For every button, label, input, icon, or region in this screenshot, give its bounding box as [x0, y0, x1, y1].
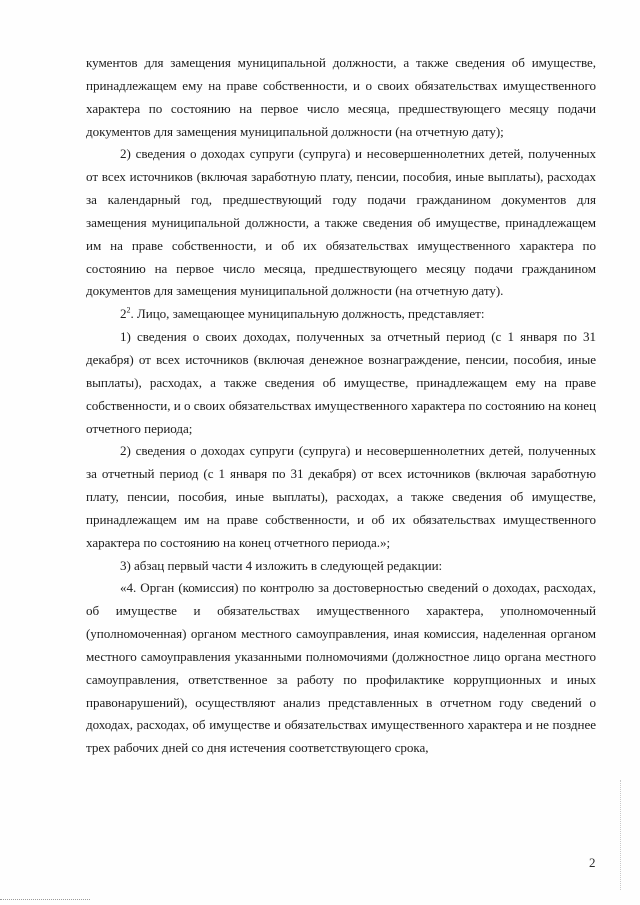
section-number: 2	[120, 306, 127, 322]
paragraph-own-income-item-1: 1) сведения о своих доходах, полученных за отчетный период (с 1 января по 31 декабря) от всех источников (включая денежное вознаграждение, пенсии, пособия, иные выплаты), расходах, а также сведения об имуществе, принадлежащем ему на праве собственности, и о своих обязательствах имущественного характера по состоянию на конец отчетного периода;	[86, 329, 596, 436]
scan-edge-artifact	[0, 899, 90, 902]
section-superscript: 2	[126, 305, 131, 315]
page-number: 2	[589, 855, 596, 870]
scan-margin-artifact	[620, 780, 622, 890]
document-body	[86, 52, 596, 760]
paragraph-spouse-income-reporting-item-2: 2) сведения о доходах супруги (супруга) и несовершеннолетних детей, полученных за отчетный период (с 1 января по 31 декабря) от всех источников (включая заработную плату, пенсии, пособия, иные выплаты), расходах, а также сведения об имуществе, принадлежащем им на праве собственности, и об их обязательствах имущественного характера по состоянию на конец отчетного периода.»;	[86, 443, 596, 550]
section-heading-text: . Лицо, замещающее муниципальную должность, представляет:	[130, 306, 485, 322]
paragraph-spouse-income-item-2: 2) сведения о доходах супруги (супруга) и несовершеннолетних детей, полученных от всех источников (включая заработную плату, пенсии, пособия, иные выплаты), расходах за календарный год, предшествующий году подачи гражданином документов для замещения муниципальной должности, а также сведения об имуществе, принадлежащем им на праве собственности, и об их обязательствах имущественного характера по состоянию на первое число месяца, предшествующего месяцу подачи гражданином документов для замещения муниципальной должности (на отчетную дату).	[86, 146, 596, 299]
paragraph-continuation: кументов для замещения муниципальной должности, а также сведения об имуществе, принадлежащем ему на праве собственности, и о своих обязательствах имущественного характера по состоянию на первое число месяца, предшествующего месяцу подачи документов для замещения муниципальной должности (на отчетную дату);	[86, 55, 596, 139]
paragraph-section-2-2-heading	[86, 303, 596, 326]
paragraph-amendment-item-3: 3) абзац первый части 4 изложить в следующей редакции:	[120, 557, 443, 573]
paragraph-part-4-new-text: «4. Орган (комиссия) по контролю за достоверностью сведений о доходах, расходах, об имуществе и обязательствах имущественного характера, уполномоченный (уполномоченная) органом местного самоуправления, иная комиссия, наделенная органом местного самоуправления указанными полномочиями (должностное лицо органа местного самоуправления, ответственное за работу по профилактике коррупционных и иных правонарушений), осуществляют анализ представленных в отчетном году сведений о доходах, расходах, об имуществе и обязательствах имущественного характера и не позднее трех рабочих дней со дня истечения соответствующего срока,	[86, 580, 596, 756]
